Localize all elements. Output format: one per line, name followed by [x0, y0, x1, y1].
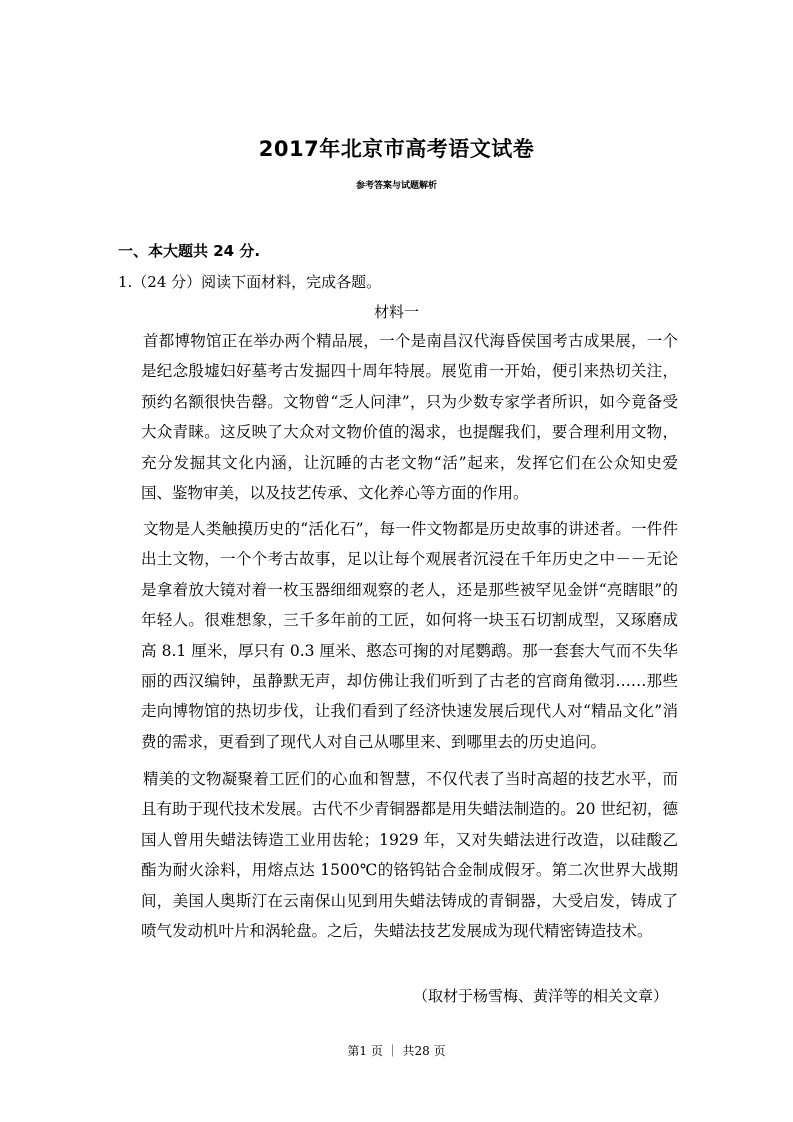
- question-prompt: 1.（24 分）阅读下面材料，完成各题。: [118, 273, 382, 291]
- page-footer: 第1 页 ｜ 共28 页: [347, 1044, 446, 1058]
- material-title: 材料一: [373, 303, 419, 321]
- page-title: 2017年北京市高考语文试卷: [258, 137, 535, 161]
- section-heading: 一、本大题共 24 分.: [118, 242, 261, 260]
- material-paragraph-2: 文物是人类触摸历史的“活化石”，每一件文物都是历史故事的讲述者。一件件出土文物，一个个考古故事，足以让每个观展者沉浸在千年历史之中－－无论是拿着放大镜对着一枚玉器细细观察的老人，还是那些被罕见金饼“亮瞎眼”的年轻人。很难想象，三千多年前的工匠，如何将一块玉石切割成型，又琢磨成高 8.1 厘米，厚只有 0.3 厘米、憨态可掬的对尾鹦鹉。那一套套大气而不失华丽的西汉编钟，虽静默无声，却仿佛让我们听到了古老的宫商角徵羽……那些走向博物馆的热切步伐，让我们看到了经济快速发展后现代人对“精品文化”消费的需求，更看到了现代人对自己从哪里来、到哪里去的历史追问。: [141, 520, 678, 751]
- page-subtitle: 参考答案与试题解析: [355, 181, 437, 191]
- material-source: （取材于杨雪梅、黄洋等的相关文章）: [412, 987, 668, 1005]
- material-paragraph-1: 首都博物馆正在举办两个精品展，一个是南昌汉代海昏侯国考古成果展，一个是纪念殷墟妇好墓考古发掘四十周年特展。展览甫一开始，便引来热切关注，预约名额很快告罄。文物曾“乏人问津”，只为少数专家学者所识，如今竟备受大众青睐。这反映了大众对文物价值的渴求，也提醒我们，要合理利用文物，充分发掘其文化内涵，让沉睡的古老文物“活”起来，发挥它们在公众知史爱国、鉴物审美，以及技艺传承、文化养心等方面的作用。: [141, 332, 678, 503]
- material-paragraph-3: 精美的文物凝聚着工匠们的心血和智慧，不仅代表了当时高超的技艺水平，而且有助于现代技术发展。古代不少青铜器都是用失蜡法制造的。20 世纪初，德国人曾用失蜡法铸造工业用齿轮；1929 年，又对失蜡法进行改造，以硅酸乙酯为耐火涂料，用熔点达 1500℃的铬钨钴合金制成假牙。第二次世界大战期间，美国人奥斯汀在云南保山见到用失蜡法铸成的青铜器，大受启发，铸成了喷气发动机叶片和涡轮盘。之后，失蜡法技艺发展成为现代精密铸造技术。: [141, 770, 678, 941]
